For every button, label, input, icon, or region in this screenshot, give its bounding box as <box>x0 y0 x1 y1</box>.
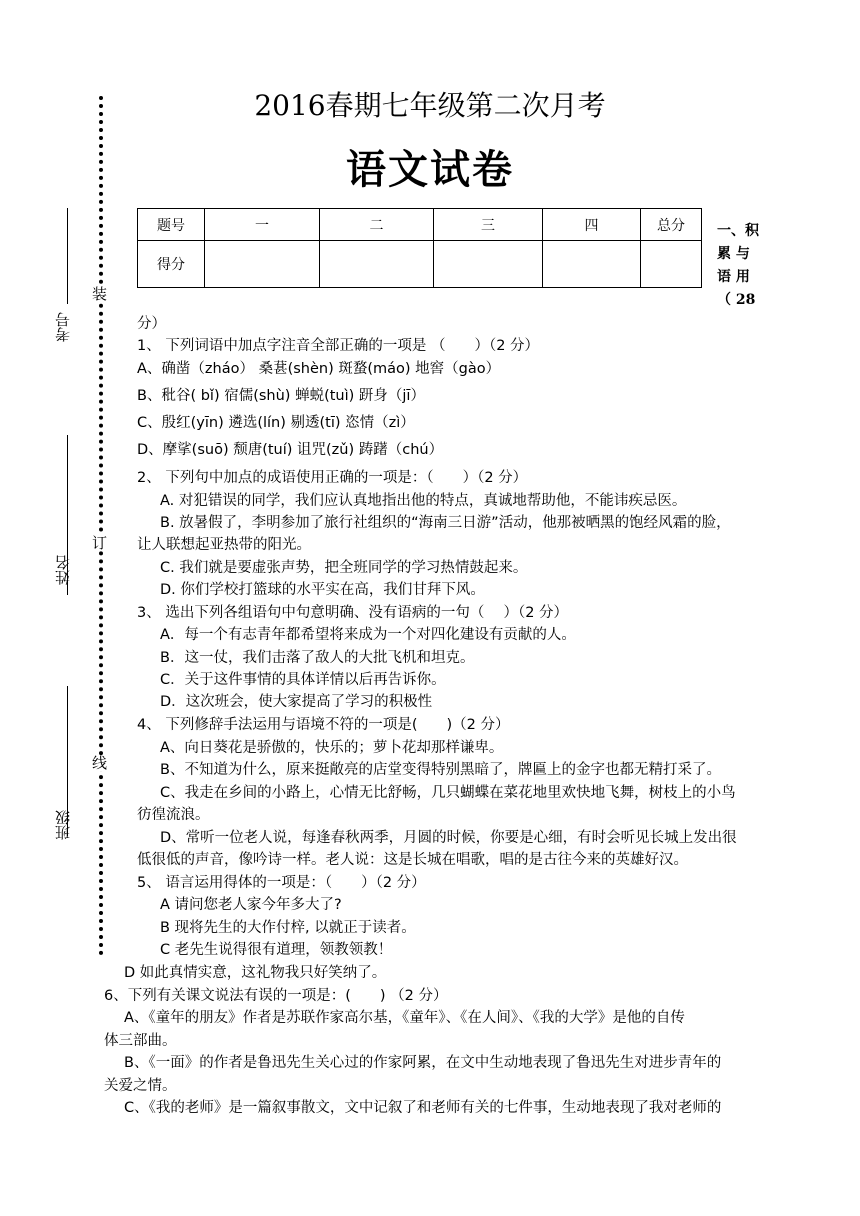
question-line: B、秕谷( bǐ) 宿儒(shù) 蝉蜕(tuì) 趼身（jī） <box>137 388 425 404</box>
question-line: A、《童年的朋友》作者是苏联作家高尔基，《童年》、《在人间》、《我的大学》是他的自传 <box>124 1010 685 1026</box>
question-line: B、《一面》的作者是鲁迅先生关心过的作家阿累，在文中生动地表现了鲁迅先生对进步青年的 <box>124 1055 722 1071</box>
question-line: 1、 下列词语中加点字注音全部正确的一项是 （ ）（2 分） <box>137 338 540 354</box>
question-line: A．每一个有志青年都希望将来成为一个对四化建设有贡献的人。 <box>160 627 576 643</box>
question-line: D. 你们学校打篮球的水平实在高，我们甘拜下风。 <box>160 582 485 598</box>
score-header-cell: 一 <box>205 209 320 241</box>
section-heading: 一、积 累 与 语 用 （ 28 <box>717 223 759 308</box>
score-header-cell: 四 <box>543 209 641 241</box>
score-header-cell: 总分 <box>641 209 702 241</box>
exam-no-blank <box>67 208 68 304</box>
question-line: 低很低的声音，像吟诗一样。老人说：这是长城在唱歌，唱的是古往今来的英雄好汉。 <box>137 852 688 868</box>
question-line: C、殷红(yīn) 遴选(lín) 剔透(tī) 恣情（zì） <box>137 415 415 431</box>
score-input-cell[interactable] <box>434 241 543 288</box>
binding-dotted-line <box>99 96 103 956</box>
class-label: 班级 <box>54 810 72 840</box>
score-input-cell[interactable] <box>205 241 320 288</box>
name-label: 姓名 <box>54 555 72 585</box>
score-table <box>137 208 702 288</box>
exam-title: 2016春期七年级第二次月考 <box>254 89 606 122</box>
exam-no-label: 考号 <box>54 312 72 342</box>
paper-title: 语文试卷 <box>346 146 514 193</box>
question-line: 3、 选出下列各组语句中句意明确、没有语病的一句（ ）（2 分） <box>137 605 569 621</box>
question-line: C 老先生说得很有道理，领教领教！ <box>160 942 393 958</box>
question-line: A. 对犯错误的同学，我们应认真地指出他的特点，真诚地帮助他，不能讳疾忌医。 <box>160 493 687 509</box>
binding-mark-zhuang: 装 <box>92 285 108 303</box>
question-line: C．关于这件事情的具体详情以后再告诉你。 <box>160 672 446 688</box>
section-heading-cont: 分） <box>137 316 166 332</box>
question-line: 2、 下列句中加点的成语使用正确的一项是：（ ）（2 分） <box>137 470 528 486</box>
question-line: C. 我们就是要虚张声势，把全班同学的学习热情鼓起来。 <box>160 560 528 576</box>
question-line: 彷徨流浪。 <box>137 807 210 823</box>
question-line: C、我走在乡间的小路上，心情无比舒畅，几只蝴蝶在菜花地里欢快地飞舞，树枝上的小鸟 <box>160 785 736 801</box>
binding-mark-ding: 订 <box>92 534 108 552</box>
binding-mark-xian: 线 <box>92 754 108 772</box>
score-header-cell: 三 <box>434 209 543 241</box>
question-line: B、不知道为什么，原来挺敞亮的店堂变得特别黑暗了，牌匾上的金字也都无精打采了。 <box>160 762 721 778</box>
score-row-label: 得分 <box>138 241 205 288</box>
question-line: C、《我的老师》是一篇叙事散文，文中记叙了和老师有关的七件事，生动地表现了我对老师的 <box>124 1100 722 1116</box>
question-line: B 现将先生的大作付梓, 以就正于读者。 <box>160 920 416 936</box>
question-line: D、摩挲(suō) 颓唐(tuí) 诅咒(zǔ) 踌躇（chú） <box>137 442 444 458</box>
question-line: A、向日葵花是骄傲的，快乐的；萝卜花却那样谦卑。 <box>160 740 504 756</box>
score-header-cell: 题号 <box>138 209 205 241</box>
question-line: B．这一仗，我们击落了敌人的大批飞机和坦克。 <box>160 650 475 666</box>
score-header-cell: 二 <box>320 209 434 241</box>
question-line: D．这次班会，使大家提高了学习的积极性 <box>160 694 433 710</box>
question-line: D、常听一位老人说，每逢春秋两季，月圆的时候，你要是心细，有时会听见长城上发出很 <box>160 830 737 846</box>
score-input-cell[interactable] <box>543 241 641 288</box>
question-line: B. 放暑假了，李明参加了旅行社组织的“海南三日游”活动，他那被晒黑的饱经风霜的脸， <box>160 515 731 531</box>
score-input-cell[interactable] <box>320 241 434 288</box>
question-line: 让人联想起亚热带的阳光。 <box>137 537 311 553</box>
question-line: A、确凿（zháo） 桑葚(shèn) 斑蝥(máo) 地窖（gào） <box>137 361 501 377</box>
question-line: 5、 语言运用得体的一项是：（ ）（2 分） <box>137 875 426 891</box>
question-line: A 请问您老人家今年多大了? <box>160 897 342 913</box>
question-line: 6、下列有关课文说法有误的一项是：( ) （2 分） <box>104 988 448 1004</box>
score-input-cell[interactable] <box>641 241 702 288</box>
question-line: 体三部曲。 <box>104 1033 177 1049</box>
question-line: 4、 下列修辞手法运用与语境不符的一项是( )（2 分） <box>137 717 510 733</box>
question-line: D 如此真情实意，这礼物我只好笑纳了。 <box>124 965 387 981</box>
question-line: 关爱之情。 <box>104 1078 177 1094</box>
